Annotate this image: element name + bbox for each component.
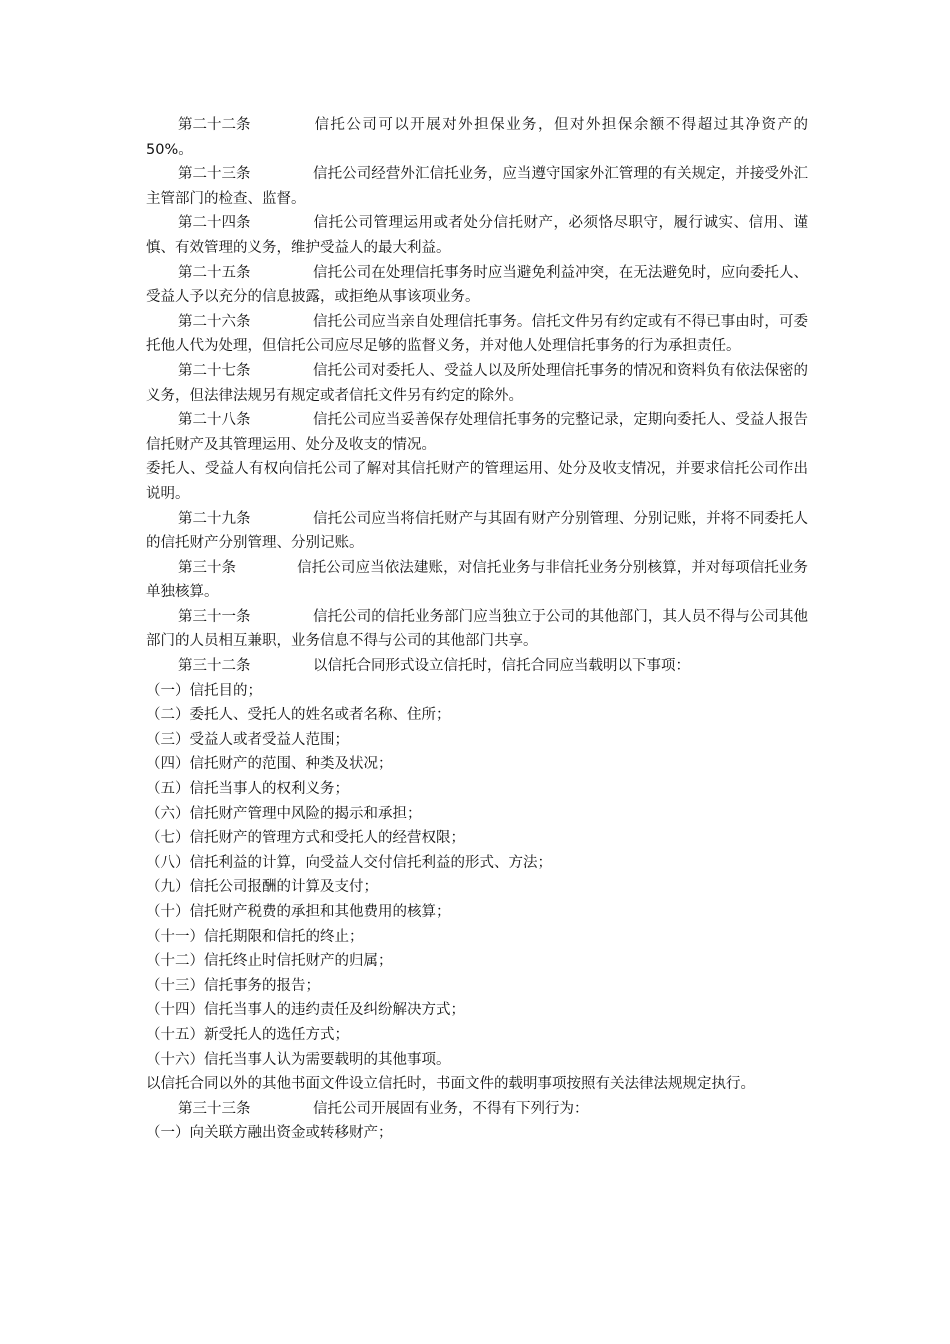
article-25 [146, 261, 808, 310]
article-number: 第二十八条 [178, 412, 251, 429]
list-item: （一）向关联方融出资金或转移财产； [146, 1125, 393, 1142]
article-text: 信托公司管理运用或者处分信托财产，必须恪尽职守，履行诚实、信用、谨慎、有效管理的义务，维护受益人的最大利益。 [146, 215, 808, 256]
article-text: 信托公司对委托人、受益人以及所处理信托事务的情况和资料负有依法保密的义务，但法律法规另有规定或者信托文件另有约定的除外。 [146, 362, 808, 404]
list-item: （一）信托目的； [146, 682, 262, 699]
article-32-items [146, 679, 808, 1073]
article-number: 第三十一条 [178, 608, 251, 625]
article-number: 第三十条 [178, 559, 236, 576]
list-item: （九）信托公司报酬的计算及支付； [146, 879, 378, 896]
article-text: 信托公司应当依法建账，对信托业务与非信托业务分别核算，并对每项信托业务单独核算。 [146, 559, 808, 601]
article-32 [146, 654, 808, 679]
list-item: （十四）信托当事人的违约责任及纠纷解决方式； [146, 1002, 465, 1019]
article-29 [146, 507, 808, 556]
article-27 [146, 359, 808, 408]
list-item: （十三）信托事务的报告； [146, 977, 320, 994]
article-33-items [146, 1121, 808, 1146]
list-item: （十六）信托当事人认为需要载明的其他事项。 [146, 1051, 451, 1068]
article-text: 信托公司应当将信托财产与其固有财产分别管理、分别记账，并将不同委托人的信托财产分别管理、分别记账。 [146, 510, 808, 552]
article-text: 信托公司经营外汇信托业务，应当遵守国家外汇管理的有关规定，并接受外汇主管部门的检查、监督。 [146, 166, 808, 207]
article-number: 第二十九条 [178, 510, 251, 527]
article-22 [146, 113, 808, 162]
article-text: 信托公司开展固有业务，不得有下列行为： [313, 1100, 589, 1117]
article-number: 第二十二条 [178, 117, 251, 133]
article-number: 第二十五条 [178, 264, 251, 281]
list-item: （十五）新受托人的选任方式； [146, 1026, 349, 1043]
article-33 [146, 1097, 808, 1122]
article-number: 第三十二条 [178, 658, 251, 675]
article-30 [146, 556, 808, 605]
article-text: 信托公司应当妥善保存处理信托事务的完整记录，定期向委托人、受益人报告信托财产及其管理运用、处分及收支的情况。 [146, 412, 808, 453]
article-26 [146, 310, 808, 359]
article-23 [146, 162, 808, 211]
article-number: 第二十三条 [178, 166, 251, 183]
article-text: 信托公司应当亲自处理信托事务。信托文件另有约定或有不得已事由时，可委托他人代为处理，但信托公司应尽足够的监督义务，并对他人处理信托事务的行为承担责任。 [146, 313, 808, 355]
list-item: （八）信托利益的计算，向受益人交付信托利益的形式、方法； [146, 854, 552, 871]
list-item: （十）信托财产税费的承担和其他费用的核算； [146, 904, 451, 920]
list-item: （七）信托财产的管理方式和受托人的经营权限； [146, 830, 465, 847]
article-number: 第二十四条 [178, 215, 251, 232]
list-item: （十一）信托期限和信托的终止； [146, 928, 364, 945]
article-31 [146, 605, 808, 654]
article-text: 以信托合同形式设立信托时，信托合同应当载明以下事项： [313, 658, 690, 675]
list-item: （四）信托财产的范围、种类及状况； [146, 756, 393, 773]
list-item: （三）受益人或者受益人范围； [146, 731, 349, 748]
article-number: 第三十三条 [178, 1100, 251, 1117]
list-item: （十二）信托终止时信托财产的归属； [146, 953, 393, 970]
article-text: 信托公司在处理信托事务时应当避免利益冲突，在无法避免时，应向委托人、受益人予以充分的信息披露，或拒绝从事该项业务。 [146, 264, 808, 306]
document-page [146, 113, 808, 1146]
article-32-paragraph-2: 以信托合同以外的其他书面文件设立信托时，书面文件的载明事项按照有关法律法规规定执行。 [146, 1076, 755, 1093]
article-text: 信托公司可以开展对外担保业务，但对外担保余额不得超过其净资产的 50%。 [146, 117, 808, 158]
list-item: （二）委托人、受托人的姓名或者名称、住所； [146, 707, 451, 724]
article-text: 信托公司的信托业务部门应当独立于公司的其他部门，其人员不得与公司其他部门的人员相互兼职，业务信息不得与公司的其他部门共享。 [146, 608, 808, 650]
article-number: 第二十六条 [178, 313, 251, 330]
list-item: （六）信托财产管理中风险的揭示和承担； [146, 805, 422, 822]
article-28 [146, 408, 808, 457]
article-24 [146, 211, 808, 260]
article-28-paragraph-2: 委托人、受益人有权向信托公司了解对其信托财产的管理运用、处分及收支情况，并要求信托公司作出说明。 [146, 461, 808, 502]
article-number: 第二十七条 [178, 362, 251, 379]
list-item: （五）信托当事人的权利义务； [146, 781, 349, 798]
